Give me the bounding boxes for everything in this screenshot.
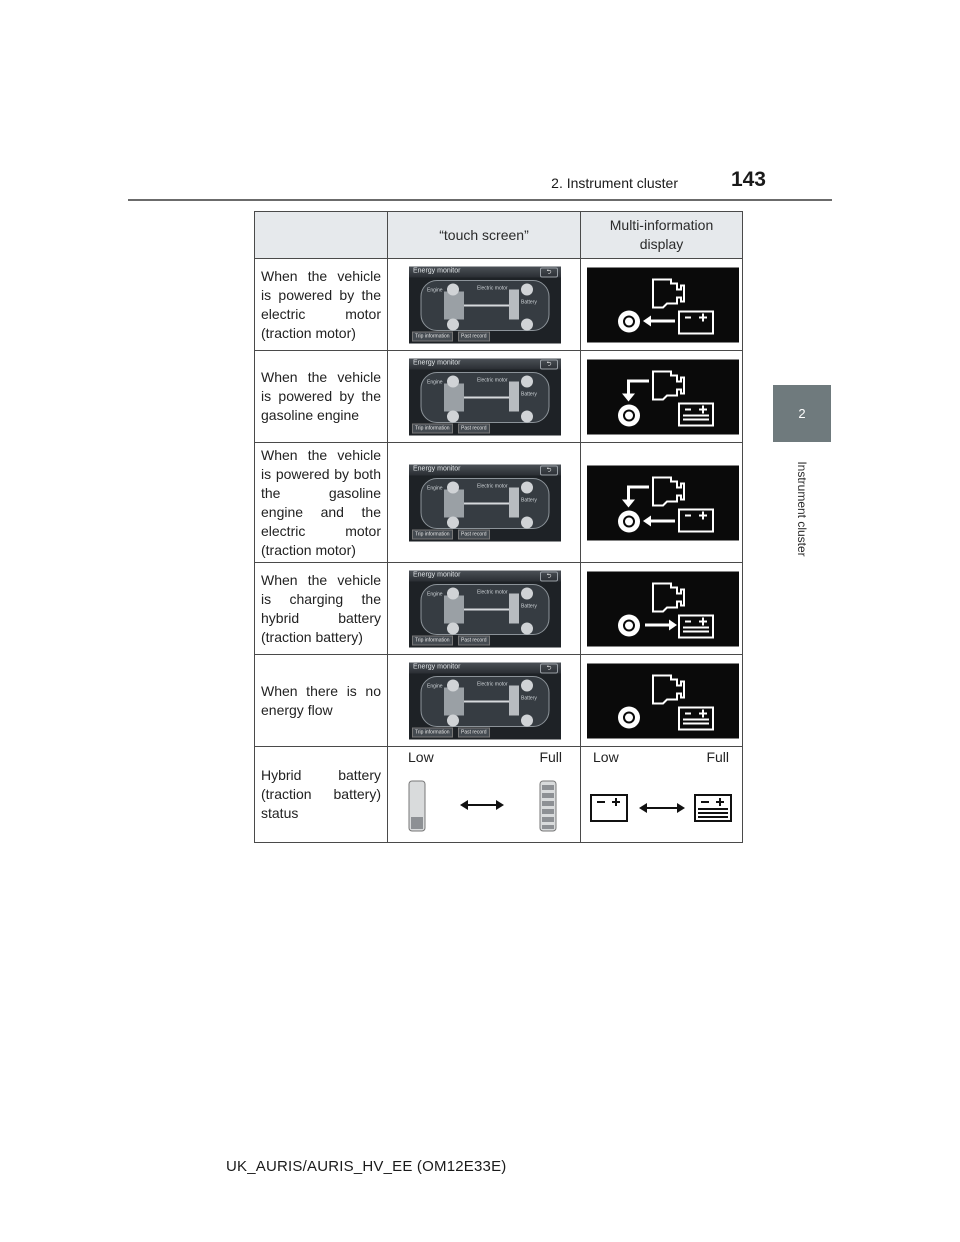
wheel-icon (618, 510, 640, 532)
chapter-tab: 2 (773, 385, 831, 442)
table-row (255, 351, 743, 443)
screen-title: Energy monitor (413, 465, 461, 472)
energy-monitor-screen (409, 662, 561, 739)
wheel-icon (618, 310, 640, 332)
mid-display-image (581, 443, 743, 563)
mid-display-image (581, 563, 743, 655)
screen-title: Energy monitor (413, 571, 461, 578)
wheel-icon (618, 614, 640, 636)
mid-display-image (581, 351, 743, 443)
touch-screen-battery-level (388, 747, 581, 843)
battery-full-icon (695, 795, 731, 821)
wheel-icon (618, 706, 640, 728)
car-energy-diagram (409, 369, 561, 427)
tab-trip-information: Trip information (412, 727, 453, 737)
table-row-battery-status (255, 747, 743, 843)
tab-past-record: Past record (458, 529, 490, 539)
page-number: 143 (730, 168, 766, 191)
table-row (255, 563, 743, 655)
engine-label: Engine (427, 485, 443, 491)
column-header-multi-info-text: Multi-information display (609, 217, 714, 252)
level-full-label: Full (706, 749, 729, 765)
back-arrow-icon: ⮌ (540, 267, 558, 277)
battery-label: Battery (521, 497, 537, 503)
motor-label: Electric motor (477, 681, 508, 687)
motor-label: Electric motor (477, 589, 508, 595)
battery-empty-icon (591, 795, 627, 821)
header-section-title: 2. Instrument cluster (551, 175, 678, 191)
engine-label: Engine (427, 379, 443, 385)
display-motor-power (587, 267, 739, 342)
level-full-label: Full (539, 749, 562, 765)
car-energy-diagram (409, 673, 561, 731)
mid-display-image (581, 655, 743, 747)
energy-monitor-screen (409, 358, 561, 435)
tab-trip-information: Trip information (412, 529, 453, 539)
double-arrow-icon (460, 800, 504, 810)
table-row (255, 259, 743, 351)
column-header-touch-screen: “touch screen” (388, 212, 581, 259)
battery-label: Battery (521, 299, 537, 305)
column-header-blank (255, 212, 388, 259)
wheel-icon (618, 404, 640, 426)
battery-full-icon (540, 781, 556, 831)
back-arrow-icon: ⮌ (540, 465, 558, 475)
motor-label: Electric motor (477, 285, 508, 291)
car-energy-diagram (409, 475, 561, 533)
display-both-power (587, 465, 739, 540)
screen-title: Energy monitor (413, 663, 461, 670)
energy-monitor-screen (409, 464, 561, 541)
row-label: When the vehicle is powered by the electric motor (traction motor) (255, 259, 388, 351)
screen-title: Energy monitor (413, 267, 461, 274)
energy-monitor-table (254, 211, 743, 843)
row-label: Hybrid battery (traction battery) status (255, 747, 388, 843)
back-arrow-icon: ⮌ (540, 359, 558, 369)
battery-label: Battery (521, 391, 537, 397)
battery-label: Battery (521, 603, 537, 609)
table-row (255, 655, 743, 747)
screen-title: Energy monitor (413, 359, 461, 366)
engine-label: Engine (427, 591, 443, 597)
mid-display-image (581, 259, 743, 351)
battery-level-scale (587, 789, 737, 829)
touch-screen-image (388, 351, 581, 443)
motor-label: Electric motor (477, 377, 508, 383)
mid-display-battery-level (581, 747, 743, 843)
row-label: When there is no energy flow (255, 655, 388, 747)
tab-trip-information: Trip information (412, 423, 453, 433)
level-low-label: Low (593, 749, 619, 765)
touch-screen-image (388, 655, 581, 747)
engine-label: Engine (427, 683, 443, 689)
level-low-label: Low (408, 749, 434, 765)
car-energy-diagram (409, 581, 561, 639)
touch-screen-image (388, 563, 581, 655)
header-rule (128, 199, 832, 201)
touch-screen-image (388, 259, 581, 351)
touch-screen-image (388, 443, 581, 563)
row-label: When the vehicle is charging the hybrid battery (traction battery) (255, 563, 388, 655)
car-energy-diagram (409, 277, 561, 335)
double-arrow-icon (639, 803, 685, 813)
tab-past-record: Past record (458, 635, 490, 645)
engine-label: Engine (427, 287, 443, 293)
display-charging (587, 571, 739, 646)
back-arrow-icon: ⮌ (540, 571, 558, 581)
table-header-row (255, 212, 743, 259)
tab-past-record: Past record (458, 727, 490, 737)
row-label: When the vehicle is powered by the gasoline engine (255, 351, 388, 443)
energy-monitor-screen (409, 570, 561, 647)
energy-monitor-screen (409, 266, 561, 343)
chapter-label (773, 450, 831, 568)
table-row (255, 443, 743, 563)
motor-label: Electric motor (477, 483, 508, 489)
display-no-flow (587, 663, 739, 738)
document-code: UK_AURIS/AURIS_HV_EE (OM12E33E) (226, 1158, 507, 1175)
column-header-multi-info-display (581, 212, 743, 259)
battery-low-icon (409, 781, 425, 831)
display-engine-power (587, 359, 739, 434)
tab-trip-information: Trip information (412, 331, 453, 341)
battery-label: Battery (521, 695, 537, 701)
tab-trip-information: Trip information (412, 635, 453, 645)
tab-past-record: Past record (458, 331, 490, 341)
tab-past-record: Past record (458, 423, 490, 433)
row-label: When the vehicle is powered by both the gasoline engine and the electric motor (traction motor) (255, 443, 388, 563)
back-arrow-icon: ⮌ (540, 663, 558, 673)
chapter-label-text: Instrument cluster (795, 461, 809, 557)
battery-level-scale (406, 777, 566, 835)
